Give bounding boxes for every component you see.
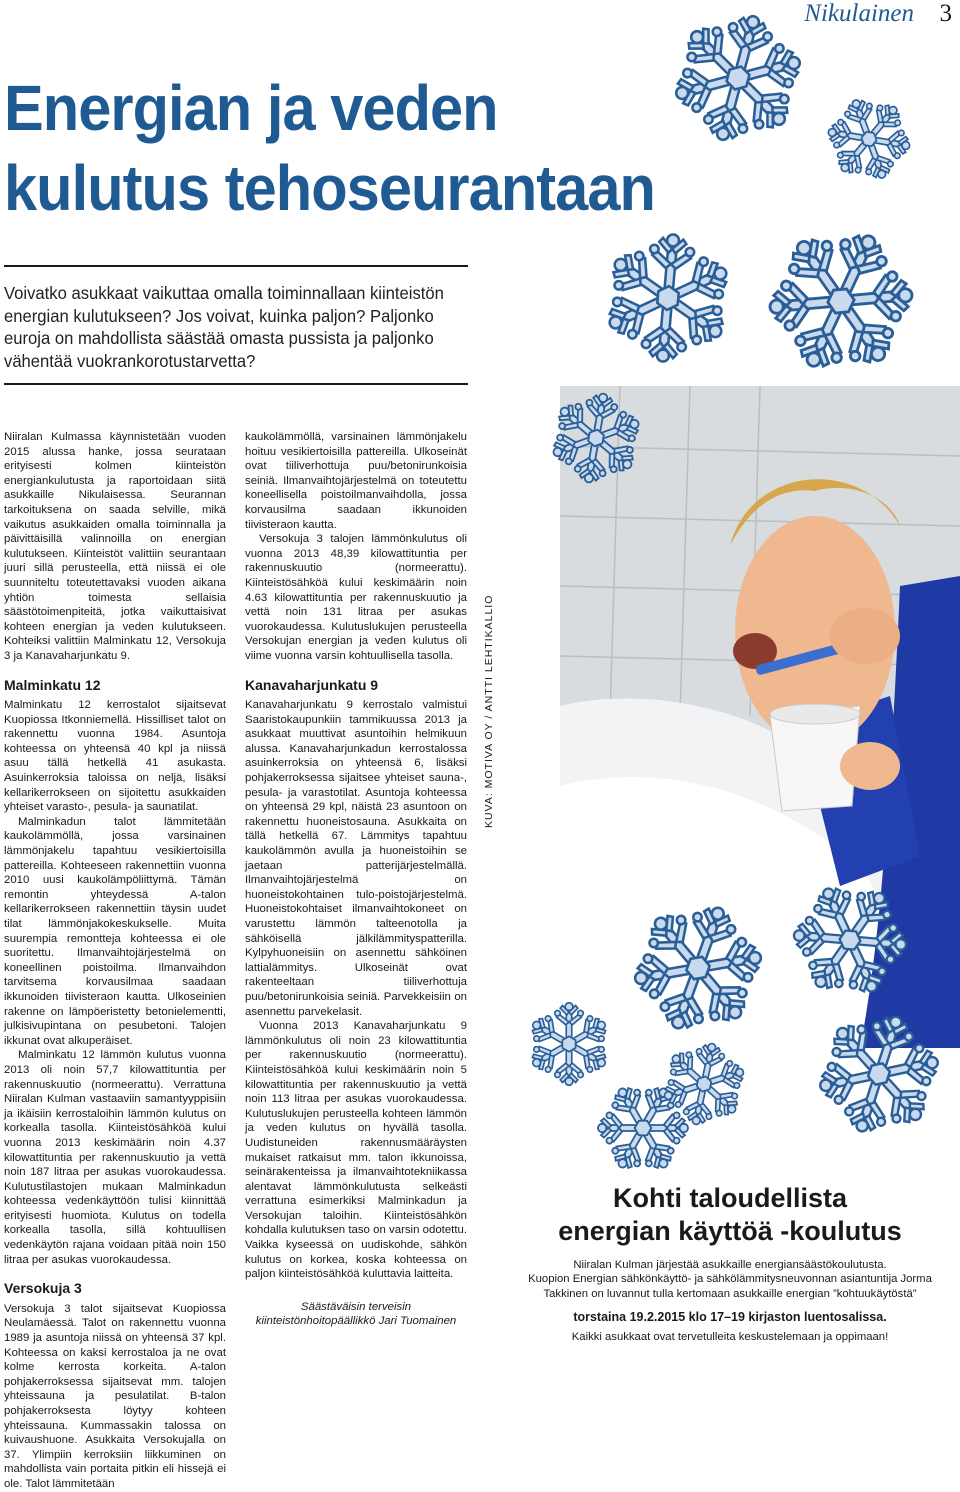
course-title-line-1: Kohti taloudellista (612, 1183, 847, 1213)
publication-name: Nikulainen (804, 0, 914, 27)
snowflake-icon (790, 880, 910, 1000)
lead-bottom-rule (4, 383, 468, 385)
course-description (510, 1258, 950, 1301)
snowflake-icon (765, 225, 917, 377)
kanavaharjunkatu-paragraph-2: Vuonna 2013 Kanavaharjunkatu 9 lämmönkulutus oli noin 23 kilowattituntia per rakennuskuutio (normeerattu). Kiinteistösähköä kului keskimäärin noin 5 kilowattituntia per rakennuskuutio ja vettä noin 113 litraa per asukas vuorokaudessa. Kulutuslukujen perusteella kohteen lämmön ja veden kulutus on hyvällä tasolla. Uudistuneiden rakennusmääräysten mukaiset ratkaisut mm. talon ikkunoissa, seinärakenteissa ja ilmanvaihtotekniikassa alentavat lämmönkulutusta selkeästi verrattuna esimerkiksi Malminkadun ja Versokujan taloihin. Kiinteistösähkön kohdalla kulutuksen taso on varsin odotettu. Vaikka kyseessä on uudiskohde, sähkön kulutus on korkea, koska kohteessa on paljon kiinteistösähköä kuluttavia laitteita. (245, 1020, 467, 1281)
intro-paragraph: Niiralan Kulmassa käynnistetään vuoden 2015 alussa hanke, jossa seurataan erityisesti kolmen kiinteistön energiankulutusta ja raportoidaan siitä asukkaille Nikulaisessa. Seurannan tarkoituksena on saada selville, mikä vaikutus asukkaiden omalla toiminnalla ja päivittäisillä valinnoilla on energian kulutukseen. Kiinteistöt valittiin seurantaan juuri sillä perusteella, että niissä ei ole suunniteltu toteutettavaksi vuoden aikana yhtiön toimesta sellaisia säästötoimenpiteitä, jotka vaikuttaisivat kohteen energian ja veden kulutukseen. Kohteiksi valittiin Malminkatu 12, Versokuja 3 ja Kanavaharjunkatu 9. (4, 431, 226, 662)
snowflake-icon (670, 10, 806, 146)
snowflake-icon (815, 1010, 943, 1138)
snowflake-icon (525, 1000, 613, 1088)
snowflake-icon (660, 1040, 748, 1128)
snowflake-icon (630, 900, 766, 1036)
subheading-malminkatu: Malminkatu 12 (4, 676, 101, 693)
snowflake-icon (600, 230, 736, 366)
course-invite: Kaikki asukkaat ovat tervetulleita keskustelemaan ja oppimaan! (571, 1331, 889, 1343)
page-number: 3 (939, 0, 952, 27)
headline-line-1: Energian ja veden (4, 72, 498, 144)
subheading-versokuja: Versokuja 3 (4, 1280, 82, 1297)
course-date: torstaina 19.2.2015 klo 17–19 kirjaston luentosalissa. (573, 1310, 887, 1324)
article-column-1 (4, 430, 226, 1492)
signoff-greeting: Säästäväisin terveisin (300, 1300, 412, 1313)
versokuja-paragraph-3: Versokuja 3 talojen lämmönkulutus oli vuonna 2013 48,39 kilowattituntia per rakennuskuutio (normeerattu). Kiinteistösähköä kului keskimäärin noin 4.63 kilowattituntia per rakennuskuutio ja vettä noin 131 litraa per asukas vuorokaudessa. Kulutuslukujen perusteella Versokujan energian ja veden kulutus oli viime vuonna varsin kohtuullisella tasolla. (245, 533, 467, 662)
photo-credit: KUVA: MOTIVA OY / ANTTI LEHTIKALLIO (483, 594, 495, 828)
headline-line-2: kulutus tehoseurantaan (4, 152, 655, 224)
versokuja-paragraph-1: Versokuja 3 talot sijaitsevat Kuopiossa Neulamäessä. Talot on rakennettu vuonna 1989 ja asuntoja niissä on yhteensä 37 kpl. Kohteessa on kaksi kerrostaloa ja ne ovat kolme kerrosta korkeita. A-talon pohjakerroksessa sijaitsevat mm. talojen yhteissauna ja pesulatilat. B-talon pohjakerroksesta löytyy kohteen yhteissauna. Kummassakin talossa on kuivaushuone. Asukkaita Versokujalla on 37. Ylimpiin kerroksiin liikkuminen on mahdollista vain portaita pitkin eli hissejä ei ole. Talot lämmitetään (4, 1302, 226, 1490)
course-title-line-2: energian käyttöä -koulutus (558, 1216, 902, 1246)
course-title (510, 1182, 950, 1248)
malminkatu-paragraph-3: Malminkatu 12 lämmön kulutus vuonna 2013 oli noin 57,7 kilowattituntia per rakennuskuutio (normeerattu). Verrattuna Niiralan Kulman vastaaviin samantyyppisiin ja ikäisiin kerrostaloihin lämmön kulutus on korkealla tasolla. Kiinteistösähköä kului vuonna 2013 keskimäärin noin 4.37 kilowattituntia per rakennuskuutio ja vettä noin 187 litraa per asukas vuorokaudessa. Kulutustilastojen mukaan Malminkadun kohteessa vedenkäyttöön tulisi kiinnittää erityisesti huomiota. Kulutus on todella korkealla tasolla, sillä kohtuullisen vedenkäytön rajana voidaan pitää noin 150 litraa per asukas vuorokaudessa. (4, 1049, 226, 1266)
malminkatu-paragraph-2: Malminkadun talot lämmitetään kaukolämmöllä, jossa varsinainen lämmönjakelu tapahtuu vesikiertoisilla pattereilla. Kohteeseen rakennettiin vuonna 2010 uusi kaukolämpöliittymä. Tämän remontin yhteydessä A-talon kellarikerrokseen rakennettiin täysin uudet tilat lämmönjakokeskukselle. Muita suurempia remontteja kohteessa ei ole suoritettu. Ilmanvaihtojärjestelmä on koneellinen poistoilma. Ilmanvaihdon tarvitsema korvausilmaa saadaan ikkunoiden tiivisteraon kautta. Ulkoseinien rakenne on lämpöeristetty betonielementti, julkisivupintana on pesubetoni. Talojen ikkunat ovat alkuperäiset. (4, 815, 226, 1047)
signoff (245, 1300, 467, 1329)
course-text-2: Kuopion Energian sähkönkäyttö- ja sähkölämmitysneuvonnan asiantuntija Jorma Takkinen on luvannut tulla kertomaan asukkaille energian ”kohtuukäytöstä” (528, 1273, 932, 1300)
malminkatu-paragraph-1: Malminkatu 12 kerrostalot sijaitsevat Kuopiossa Itkonniemellä. Hissilliset talot on rakennettu vuonna 1984. Asuntoja kohteessa on yhteensä 40 kpl ja niissä asuu tällä hetkellä 41 asukasta. Asuinkerroksia taloissa on neljä, lisäksi kellarikerrokseen on sijoitettu asukkaiden yhteiset varasto-, pesula- ja saunatilat. (4, 699, 226, 814)
course-text-1: Niiralan Kulman järjestää asukkaille energiansäästökoulutusta. (573, 1259, 887, 1271)
lead-top-rule (4, 265, 468, 267)
versokuja-paragraph-2: kaukolämmöllä, varsinainen lämmönjakelu hoituu vesikiertoisilla pattereilla. Ulkoseinät ovat tiiliverhottuja puu/betonirunkoisia seiniä. Ilmanvaihtojärjestelmä on toteutettu koneellisella poistoilmanvaihdolla, jossa korvausilma saadaan ikkunoiden tiivisteraon kautta. (245, 431, 467, 531)
signoff-author: kiinteistönhoitopäällikkö Jari Tuomainen (255, 1315, 457, 1328)
snowflake-icon (548, 390, 644, 486)
lead-paragraph: Voivatko asukkaat vaikuttaa omalla toiminnallaan kiinteistön energian kulutukseen? Jos voivat, kuinka paljon? Paljonko euroja on mahdollista säästää omasta pussista ja paljonko vähentää vuokrankorotustarvetta? (4, 283, 444, 371)
kanavaharjunkatu-paragraph-1: Kanavaharjunkatu 9 kerrostalo valmistui Saaristokaupunkiin tammikuussa 2013 ja asukkaat muuttivat asuntoihin helmikuun alussa. Kanavaharjunkadun kerrostalossa asuinkerroksia on yhteensä 6, lisäksi pohjakerroksessa sijaitsee yhteiset sauna-, pesula- ja varastotilat. Asuntoja kohteessa on yhteensä 29 kpl, näistä 23 asuntoon on rakennettu huoneistosauna. Asukkaita on tällä hetkellä 67. Lämmitys tapahtuu kaukolämmön avulla ja huoneistoihin se jaetaan patterijärjestelmällä. Ilmanvaihtojärjestelmä on huoneistokohtainen tulo-poistojärjestelmä. Huoneistokohtaiset ilmanvaihtokoneet on varustettu lämmön talteenotolla ja sähköisellä jälkilämmityspatterilla. Kylpyhuoneisiin on asennettu sähköinen lattialämmitys. Ulkoseinät ovat rakenteeltaan tiiliverhottuja puu/betonirunkoisia seiniä. Parvekkeisiin on asennettu parvekelasit. (245, 699, 467, 1018)
snowflake-icon (825, 95, 913, 183)
article-column-2 (245, 430, 467, 1329)
subheading-kanavaharjunkatu: Kanavaharjunkatu 9 (245, 676, 379, 693)
